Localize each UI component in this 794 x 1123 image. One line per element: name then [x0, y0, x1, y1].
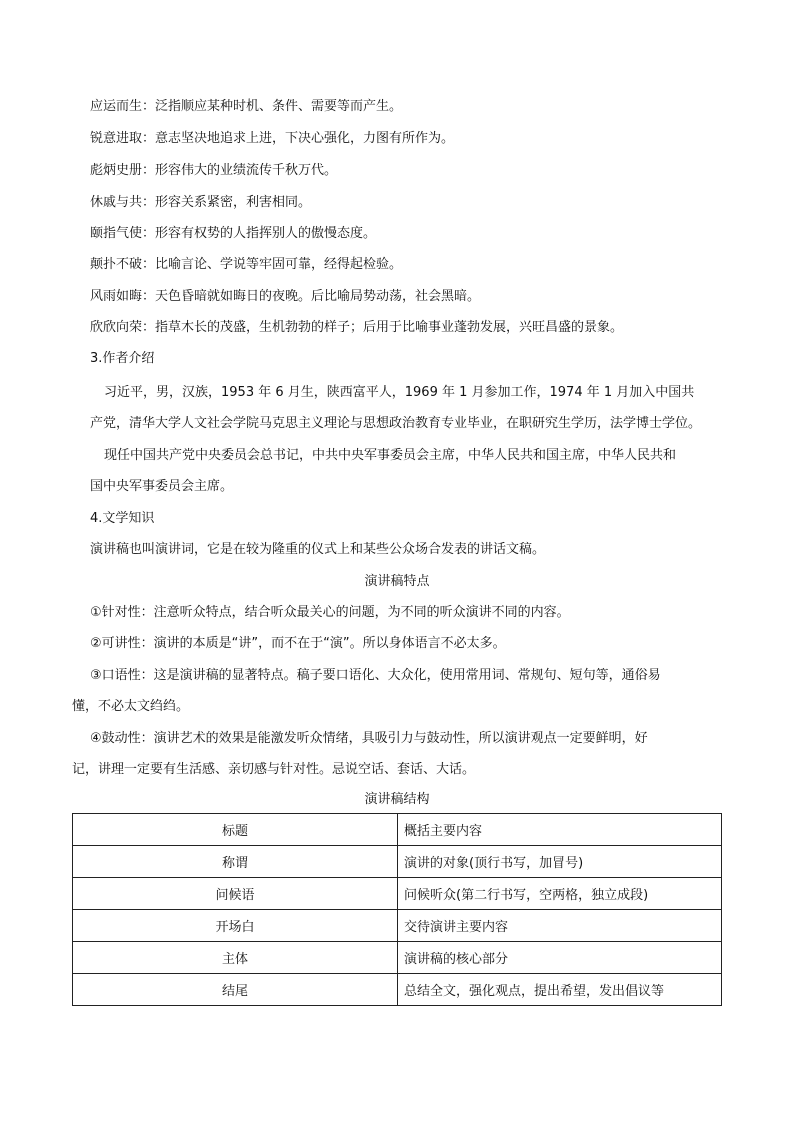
- structure-desc: 问候听众(第二行书写，空两格，独立成段): [398, 878, 722, 910]
- idiom-term: 颐指气使：: [90, 226, 156, 241]
- feature-line: ③口语性：这是演讲稿的显著特点。稿子要口语化、大众化，使用常用词、常规句、短句等，通俗易: [90, 668, 661, 683]
- feature-line: ④鼓动性：演讲艺术的效果是能激发听众情绪，具吸引力与鼓动性，所以演讲观点一定要鲜明，好: [90, 731, 648, 746]
- idiom-definition: 意志坚决地追求上进，下决心强化，力图有所作为。: [155, 131, 455, 146]
- idiom-definition: 形容有权势的人指挥别人的傲慢态度。: [155, 226, 377, 241]
- idiom-term: 休戚与共：: [90, 195, 156, 210]
- idiom-term: 风雨如晦：: [90, 289, 156, 304]
- feature-line: 记，讲理一定要有生活感、亲切感与针对性。忌说空话、套话、大话。: [72, 762, 476, 777]
- feature-line: 懂，不必太文绉绉。: [72, 699, 190, 714]
- literature-intro: 演讲稿也叫演讲词，它是在较为隆重的仪式上和某些公众场合发表的讲话文稿。: [90, 542, 546, 557]
- idiom-definition: 天色昏暗就如晦日的夜晚。后比喻局势动荡，社会黑暗。: [155, 289, 481, 304]
- table-row: [73, 878, 722, 910]
- structure-part: 结尾: [73, 974, 398, 1006]
- structure-part: 主体: [73, 942, 398, 974]
- structure-title: 演讲稿结构: [364, 792, 430, 807]
- author-paragraph-line: 现任中国共产党中央委员会总书记，中共中央军事委员会主席，中华人民共和国主席，中华人民共和: [104, 448, 677, 463]
- structure-table: [72, 813, 722, 1006]
- idiom-definition: 泛指顺应某种时机、条件、需要等而产生。: [155, 99, 403, 114]
- idiom-row: [90, 224, 376, 244]
- table-row: [73, 910, 722, 942]
- structure-part: 称谓: [73, 846, 398, 878]
- author-paragraph-line: 产党，清华大学人文社会学院马克思主义理论与思想政治教育专业毕业，在职研究生学历，法学博士学位。: [90, 416, 702, 431]
- feature-line: ②可讲性：演讲的本质是“讲”，而不在于“演”。所以身体语言不必太多。: [90, 636, 506, 651]
- idiom-row: [90, 287, 480, 307]
- structure-part: 开场白: [73, 910, 398, 942]
- idiom-term: 彪炳史册：: [90, 163, 156, 178]
- table-row: [73, 942, 722, 974]
- table-row: [73, 846, 722, 878]
- structure-desc: 概括主要内容: [398, 814, 722, 846]
- idiom-row: [90, 97, 402, 117]
- idiom-row: [90, 318, 623, 338]
- idiom-definition: 形容伟大的业绩流传千秋万代。: [155, 163, 338, 178]
- idiom-term: 锐意进取：: [90, 131, 156, 146]
- section-heading-author: 3.作者介绍: [90, 351, 155, 366]
- idiom-row: [90, 161, 337, 181]
- author-paragraph-line: 国中央军事委员会主席。: [90, 479, 234, 494]
- idiom-row: [90, 193, 311, 213]
- idiom-term: 欣欣向荣：: [90, 320, 156, 335]
- idiom-definition: 比喻言论、学说等牢固可靠，经得起检验。: [155, 257, 403, 272]
- structure-desc: 演讲的对象(顶行书写，加冒号): [398, 846, 722, 878]
- idiom-definition: 指草木长的茂盛，生机勃勃的样子；后用于比喻事业蓬勃发展，兴旺昌盛的景象。: [155, 320, 624, 335]
- idiom-row: [90, 129, 454, 149]
- idiom-term: 颠扑不破：: [90, 257, 156, 272]
- structure-desc: 演讲稿的核心部分: [398, 942, 722, 974]
- table-row: [73, 974, 722, 1006]
- structure-desc: 总结全文，强化观点，提出希望，发出倡议等: [398, 974, 722, 1006]
- section-heading-literature: 4.文学知识: [90, 511, 155, 526]
- idiom-row: [90, 255, 402, 275]
- author-paragraph-line: 习近平，男，汉族，1953 年 6 月生，陕西富平人，1969 年 1 月参加工作，1974 年 1 月加入中国共: [104, 385, 695, 400]
- idiom-term: 应运而生：: [90, 99, 156, 114]
- idiom-definition: 形容关系紧密，利害相同。: [155, 195, 312, 210]
- feature-line: ①针对性：注意听众特点，结合听众最关心的问题，为不同的听众演讲不同的内容。: [90, 605, 570, 620]
- structure-desc: 交待演讲主要内容: [398, 910, 722, 942]
- structure-part: 标题: [73, 814, 398, 846]
- structure-part: 问候语: [73, 878, 398, 910]
- table-row: [73, 814, 722, 846]
- features-title: 演讲稿特点: [364, 574, 430, 589]
